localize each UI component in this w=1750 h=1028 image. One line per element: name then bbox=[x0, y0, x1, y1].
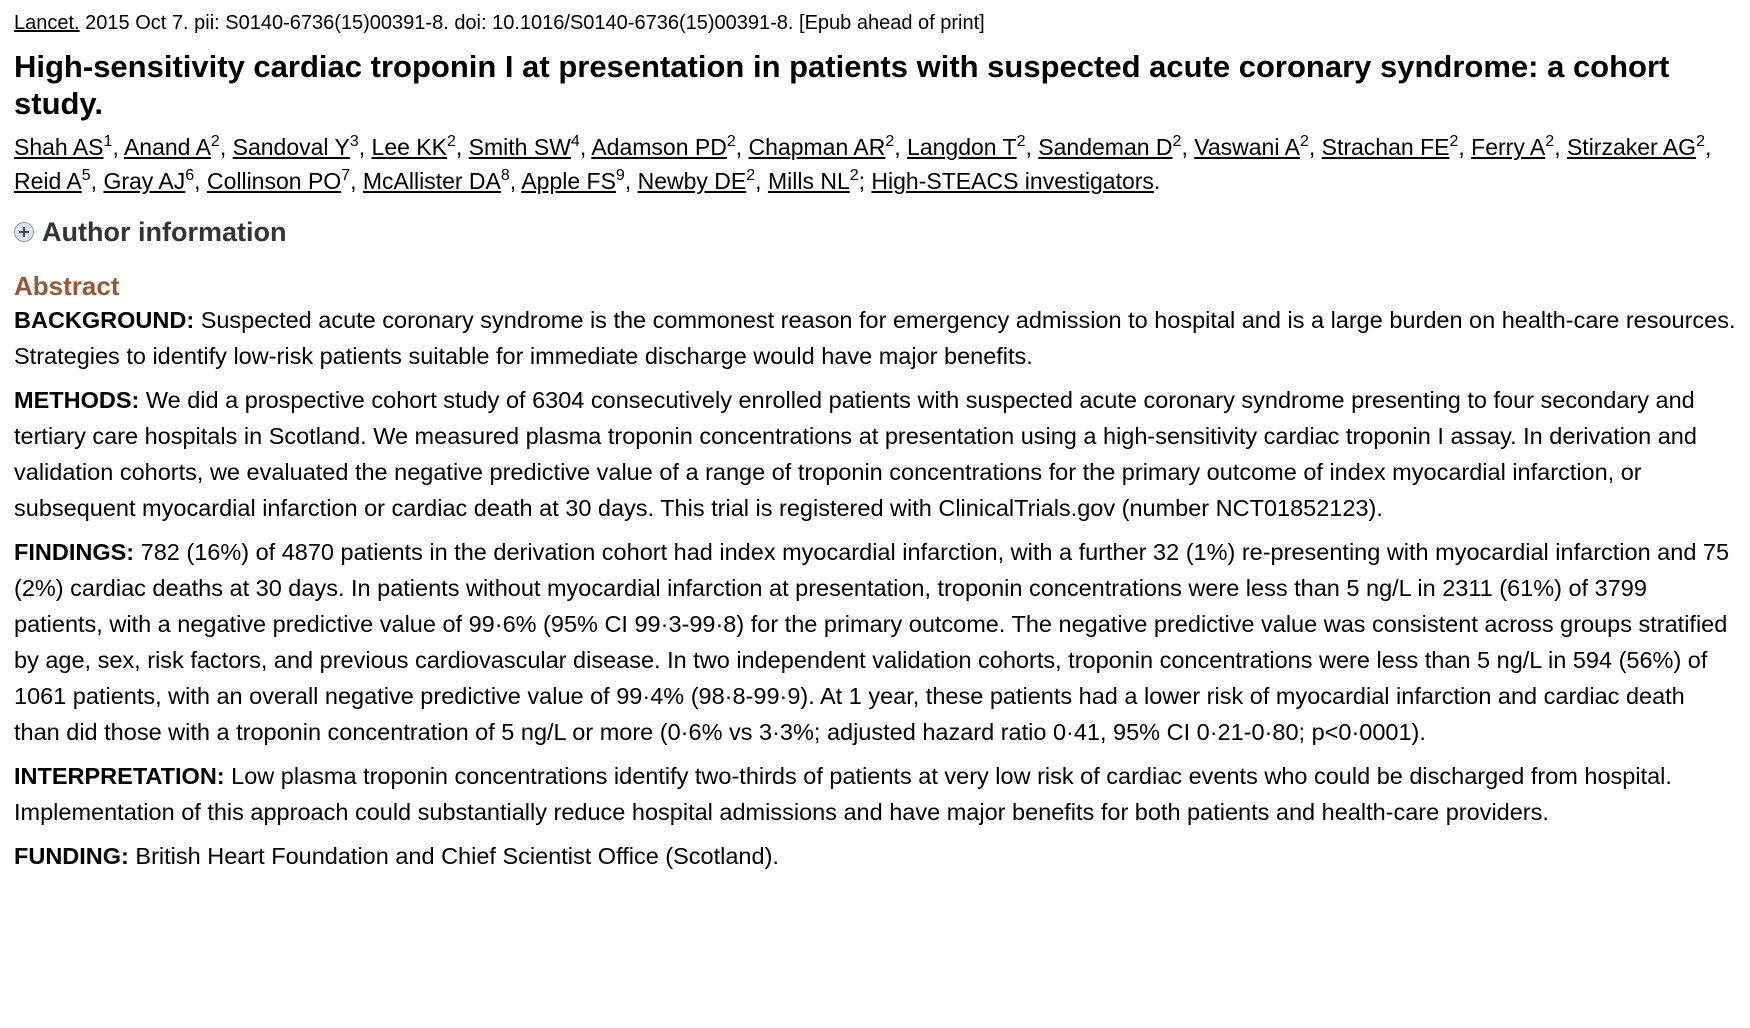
author-affiliation: 2 bbox=[1545, 133, 1555, 150]
author-affiliation: 4 bbox=[570, 133, 580, 150]
group-author-link[interactable]: High-STEACS investigators bbox=[871, 168, 1154, 194]
author-affiliation: 9 bbox=[615, 167, 625, 184]
author-affiliation: 2 bbox=[1449, 133, 1459, 150]
author-affiliation: 5 bbox=[81, 167, 91, 184]
author-affiliation: 2 bbox=[1696, 133, 1705, 150]
author-link[interactable]: Strachan FE bbox=[1321, 134, 1450, 160]
journal-link[interactable]: Lancet. bbox=[14, 12, 80, 34]
author-link[interactable]: Ferry A bbox=[1471, 134, 1546, 160]
background-label: BACKGROUND: bbox=[14, 307, 195, 333]
author-link[interactable]: Vaswani A bbox=[1194, 134, 1300, 160]
author-affiliation: 2 bbox=[1016, 133, 1026, 150]
author-information-label: Author information bbox=[42, 216, 287, 247]
citation-line bbox=[14, 8, 1736, 38]
author-link[interactable]: Mills NL bbox=[767, 168, 850, 194]
author-link[interactable]: Langdon T bbox=[907, 134, 1017, 160]
methods-label: METHODS: bbox=[14, 387, 140, 413]
author-affiliation: 2 bbox=[746, 167, 756, 184]
interpretation-label: INTERPRETATION: bbox=[14, 763, 225, 789]
author-affiliation: 2 bbox=[885, 133, 895, 150]
findings-text: 782 (16%) of 4870 patients in the derivation cohort had index myocardial infarction, with a further 32 (1%) re-presenting with myocardial infarction and 75 (2%) cardiac deaths at 30 days. In patients without myocardial infarction at presentation, troponin concentrations were less than 5 ng/L in 2311 (61%) of 3799 patients, with a negative predictive value of 99·6% (95% CI 99·3-99·8) for the primary outcome. The negative predictive value was consistent across groups stratified by age, sex, risk factors, and previous cardiovascular disease. In two independent validation cohorts, troponin concentrations were less than 5 ng/L in 594 (56%) of 1061 patients, with an overall negative predictive value of 99·4% (98·8-99·9). At 1 year, these patients had a lower risk of myocardial infarction and cardiac death than did those with a troponin concentration of 5 ng/L or more (0·6% vs 3·3%; adjusted hazard ratio 0·41, 95% CI 0·21-0·80; p<0·0001). bbox=[14, 539, 1730, 745]
author-affiliation: 2 bbox=[210, 133, 220, 150]
abstract-methods bbox=[14, 382, 1736, 526]
author-link[interactable]: Lee KK bbox=[371, 134, 447, 160]
author-affiliation: 3 bbox=[349, 133, 359, 150]
funding-label: FUNDING: bbox=[14, 843, 129, 869]
methods-text: We did a prospective cohort study of 6304 consecutively enrolled patients with suspected acute coronary syndrome presenting to four secondary and tertiary care hospitals in Scotland. We measured plasma troponin concentrations at presentation using a high-sensitivity cardiac troponin I assay. In derivation and validation cohorts, we evaluated the negative predictive value of a range of troponin concentrations for the primary outcome of index myocardial infarction, or subsequent myocardial infarction or cardiac death at 30 days. This trial is registered with ClinicalTrials.gov (number NCT01852123). bbox=[14, 387, 1697, 521]
author-link[interactable]: Sandeman D bbox=[1038, 134, 1173, 160]
author-affiliation: 2 bbox=[1172, 133, 1182, 150]
funding-text: British Heart Foundation and Chief Scientist Office (Scotland). bbox=[135, 843, 779, 869]
author-link[interactable]: Sandoval Y bbox=[232, 134, 350, 160]
author-affiliation: 2 bbox=[1299, 133, 1309, 150]
author-affiliation: 7 bbox=[341, 167, 351, 184]
abstract-background bbox=[14, 302, 1736, 374]
author-link[interactable]: Chapman AR bbox=[748, 134, 886, 160]
abstract-heading: Abstract bbox=[14, 271, 120, 301]
author-link[interactable]: Gray AJ bbox=[103, 168, 186, 194]
abstract-findings bbox=[14, 534, 1736, 750]
abstract-funding bbox=[14, 838, 1736, 874]
author-link[interactable]: Newby DE bbox=[637, 168, 747, 194]
interpretation-text: Low plasma troponin concentrations identify two-thirds of patients at very low risk of cardiac events who could be discharged from hospital. Implementation of this approach could substantially reduce hospital admissions and have major benefits for both patients and health-care providers. bbox=[14, 763, 1672, 825]
author-list: Shah $AS^1$, Anand $A^2$, Sandoval $Y^3$, Lee $KK^2$, Smith $SW^4$, Adamson $PD^2$, Chapman $AR^2$, Langdon $T^2$, Sandeman $D^2$, Vaswani $A^2$, Strachan $FE^2$, Ferry $A^2$, Stirzaker $AG^2$, Reid $A^5$, Gray $AJ^6$, Collinson $PO^7$, McAllister $DA^8$, Apple $FS^9$, Newby $DE^2$, Mills $NL^2$; High-STEACS investigators. bbox=[14, 133, 1712, 194]
author-link[interactable]: Stirzaker AG bbox=[1566, 134, 1697, 160]
author-information-toggle[interactable] bbox=[14, 216, 1736, 248]
author-link[interactable]: Adamson PD bbox=[591, 134, 727, 160]
citation-details: 2015 Oct 7. pii: S0140-6736(15)00391-8. doi: 10.1016/S0140-6736(15)00391-8. [Epub ahead of print] bbox=[85, 12, 985, 34]
author-link[interactable]: Apple FS bbox=[521, 168, 616, 194]
author-affiliation: 8 bbox=[500, 167, 510, 184]
author-affiliation: 2 bbox=[446, 133, 456, 150]
author-link[interactable]: Shah AS bbox=[14, 134, 104, 160]
author-link[interactable]: Smith SW bbox=[468, 134, 571, 160]
author-link[interactable]: McAllister DA bbox=[362, 168, 501, 194]
author-link[interactable]: Anand A bbox=[123, 134, 211, 160]
author-affiliation: 2 bbox=[726, 133, 736, 150]
author-link[interactable]: Collinson PO bbox=[206, 168, 342, 194]
background-text: Suspected acute coronary syndrome is the commonest reason for emergency admission to hospital and is a large burden on health-care resources. Strategies to identify low-risk patients suitable for immediate discharge would have major benefits. bbox=[14, 307, 1736, 369]
article-title: High-sensitivity cardiac troponin I at presentation in patients with suspected acute coronary syndrome: a cohort study. bbox=[14, 49, 1670, 121]
author-link[interactable]: Reid A bbox=[14, 168, 82, 194]
author-affiliation: 6 bbox=[185, 167, 195, 184]
author-affiliation: 1 bbox=[103, 133, 113, 150]
author-affiliation: 2 bbox=[849, 167, 859, 184]
findings-label: FINDINGS: bbox=[14, 539, 135, 565]
plus-circle-icon[interactable] bbox=[14, 222, 34, 242]
abstract-interpretation bbox=[14, 758, 1736, 830]
